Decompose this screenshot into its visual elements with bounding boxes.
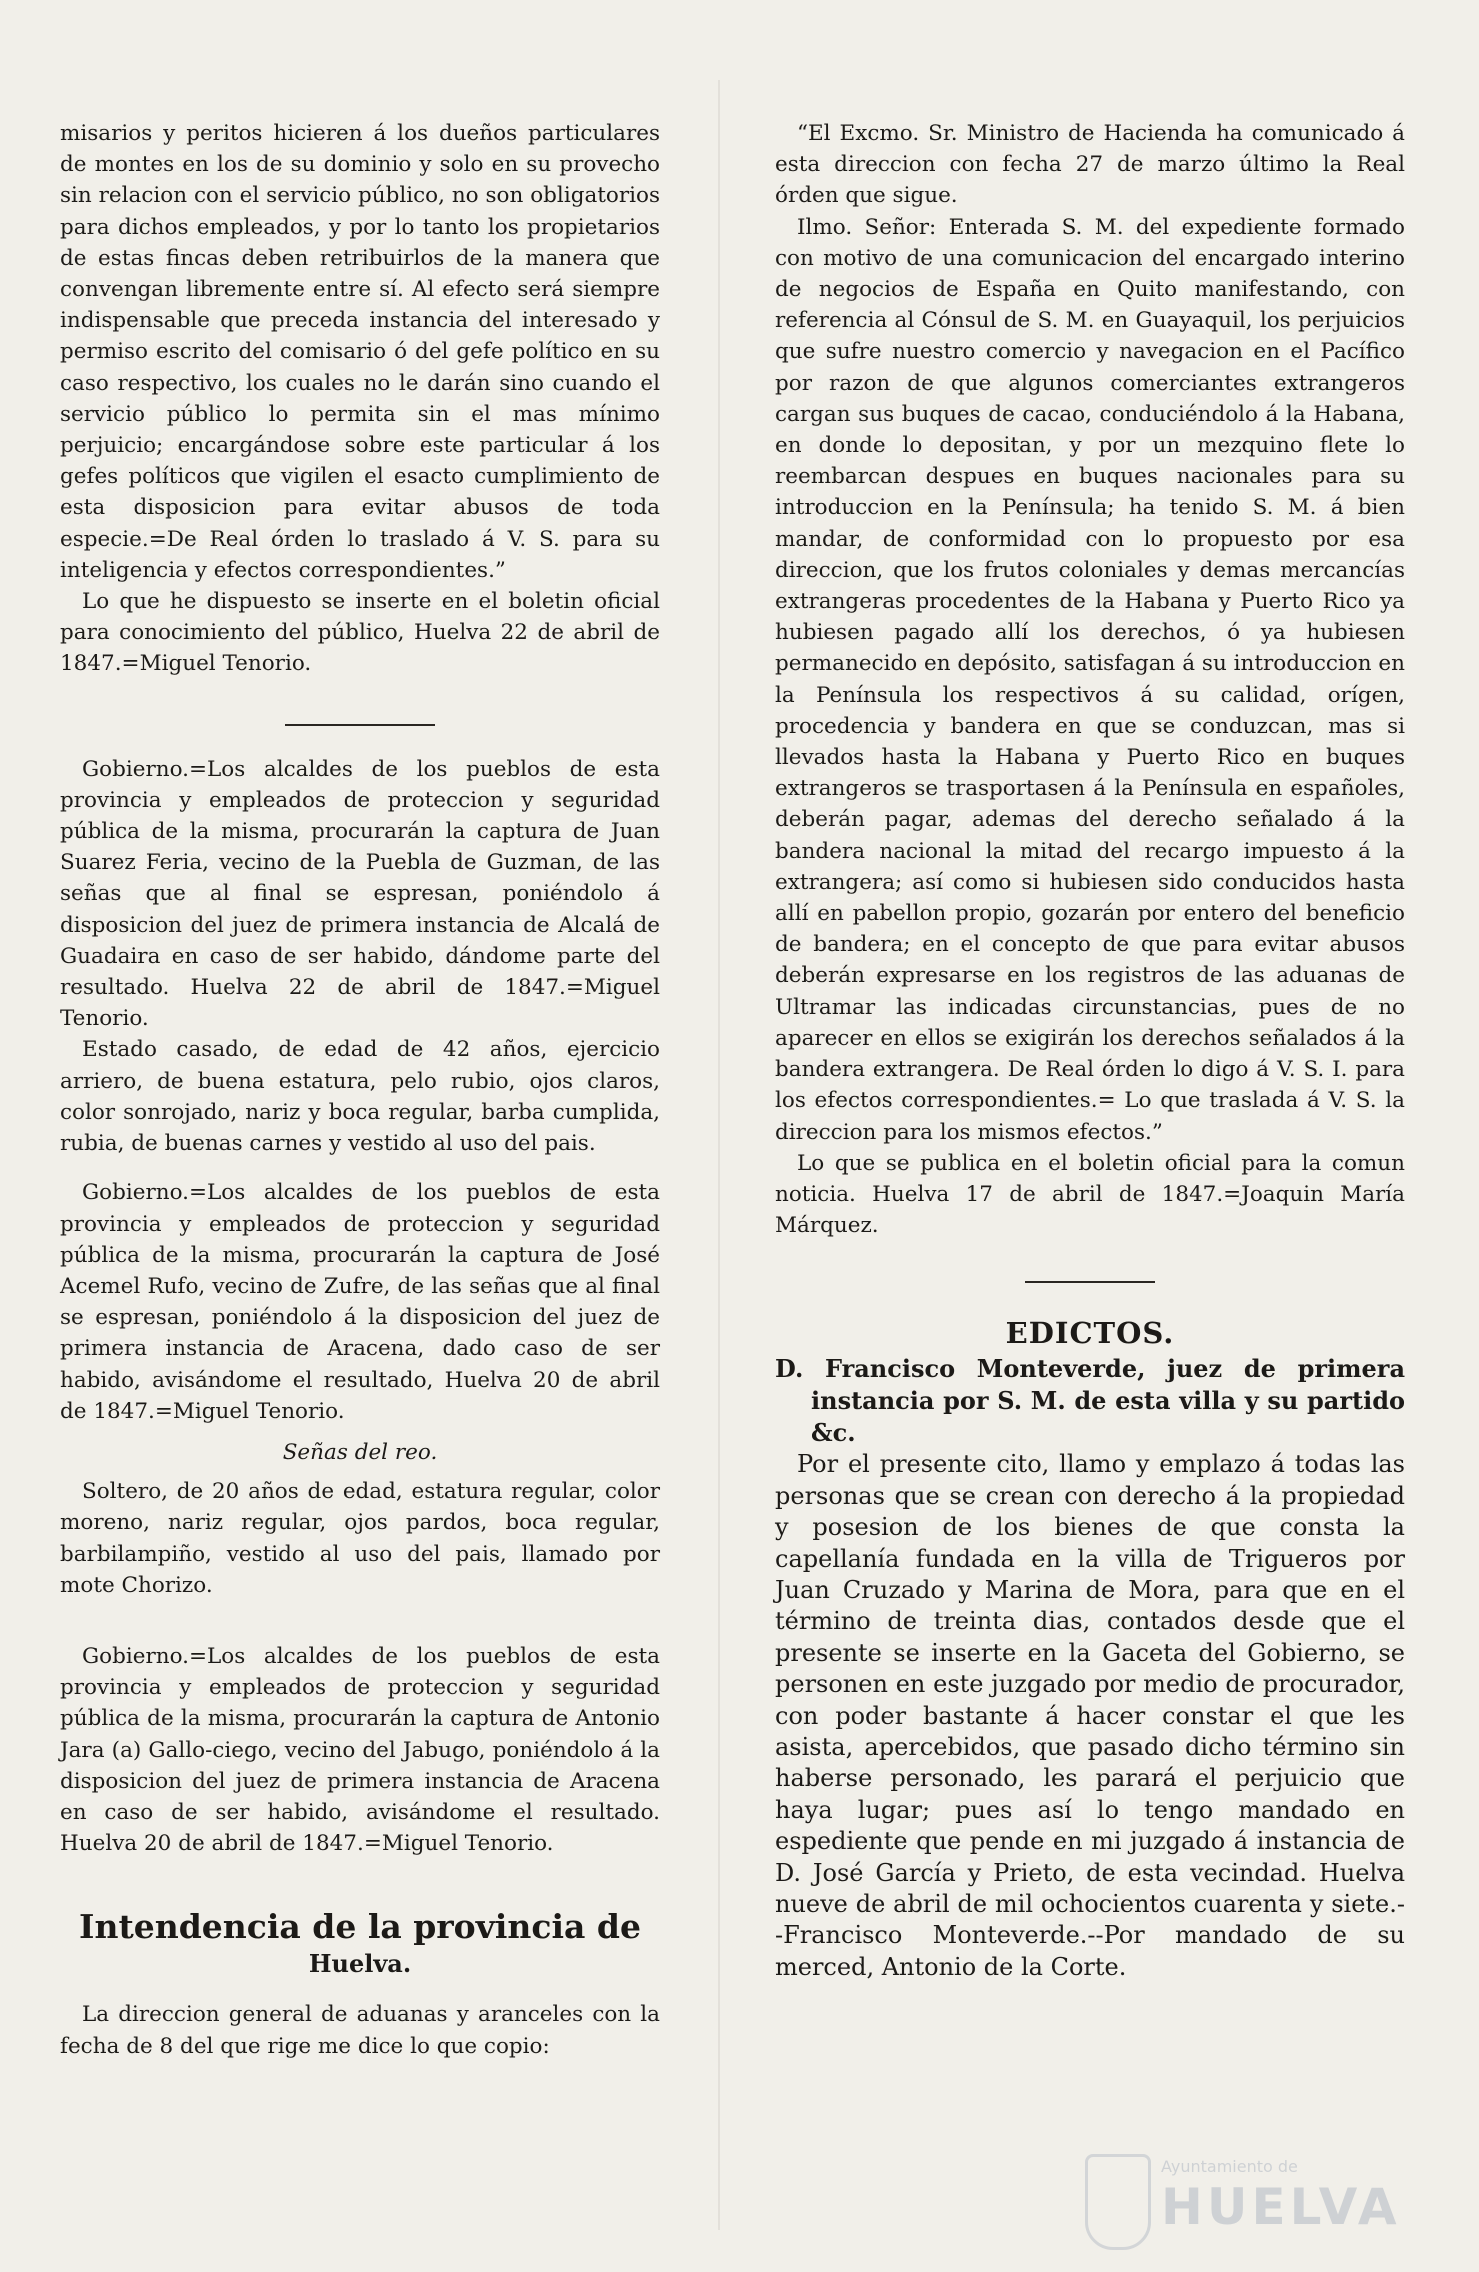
- minister-paragraph: “El Excmo. Sr. Ministro de Hacienda ha comunicado á esta direccion con fecha 27 de marzo último la Real órden que sigue.: [775, 121, 1405, 209]
- spacer: [60, 1981, 660, 1999]
- spacer: [60, 1859, 660, 1899]
- capture-notice-1-description: Estado casado, de edad de 42 años, ejercicio arriero, de buena estatura, pelo rubio, ojos claros, color sonrojado, nariz y boca regular, barba cumplida, rubia, de buenas carnes y vestido al uso del pais.: [60, 1037, 660, 1157]
- intendencia-heading: Intendencia de la provincia de: [79, 1907, 641, 1947]
- archive-watermark: [1085, 2148, 1445, 2260]
- watermark-big-text: HUELVA: [1161, 2178, 1401, 2236]
- coat-of-arms-icon: [1085, 2154, 1151, 2250]
- capture-notice-2: Gobierno.=Los alcaldes de los pueblos de esta provincia y empleados de proteccion y seguridad pública de la misma, procurarán la captura de José Acemel Rufo, vecino de Zufre, de las señas que al final se espresan, poniéndolo á la disposicion del juez de primera instancia de Aracena, dado caso de ser habido, avisándome el resultado, Huelva 20 de abril de 1847.=Miguel Tenorio.: [60, 1180, 660, 1424]
- watermark-text: [1161, 2156, 1441, 2236]
- watermark-small-text: Ayuntamiento de: [1161, 2157, 1298, 2176]
- section-divider: [285, 724, 435, 726]
- page-fold-shadow: [718, 80, 720, 2230]
- capture-notice-3: Gobierno.=Los alcaldes de los pueblos de esta provincia y empleados de proteccion y seguridad pública de la misma, procurarán la captura de Antonio Jara (a) Gallo-ciego, vecino del Jabugo, poniéndolo á la disposicion del juez de primera instancia de Aracena en caso de ser habido, avisándome el resultado. Huelva 20 de abril de 1847.=Miguel Tenorio.: [60, 1643, 660, 1857]
- order-continuation-paragraph: misarios y peritos hicieren á los dueños particulares de montes en los de su dominio y solo en su provecho sin relacion con el servicio público, no son obligatorios para dichos empleados, y por lo tanto los propietarios de estas fincas deben retribuirlos de la manera que convengan libremente entre sí. Al efecto será siempre indispensable que preceda instancia del interesado y permiso escrito del comisario ó del gefe político en su caso respectivo, los cuales no le darán sino cuando el servicio público lo permita sin el mas mínimo perjuicio; encargándose sobre este particular á los gefes políticos que vigilen el esacto cumplimiento de esta disposicion para evitar abusos de toda especie.=De Real órden lo traslado á V. S. para su inteligencia y efectos correspondientes.”: [60, 121, 660, 583]
- publish-notice-paragraph-right: Lo que se publica en el boletin oficial para la comun noticia. Huelva 17 de abril de 1847.=Joaquin María Márquez.: [775, 1150, 1405, 1239]
- right-column: [775, 118, 1405, 1983]
- edict-issuer: D. Francisco Monteverde, juez de primera instancia por S. M. de esta villa y su partido &c.: [775, 1354, 1405, 1448]
- section-divider: [1025, 1281, 1155, 1283]
- edict-body: Por el presente cito, llamo y emplazo á todas las personas que se crean con derecho á la propiedad y posesion de los bienes de que consta la capellanía fundada en la villa de Trigueros por Juan Cruzado y Marina de Mora, para que en el término de treinta dias, contados desde que el presente se inserte en la Gaceta del Gobierno, se personen en este juzgado por medio de procurador, con poder bastante á hacer constar el que les asista, apercebidos, que pasado dicho término sin haberse personado, les parará el perjuicio que haya lugar; pues así lo tengo mandado en espediente que pende en mi juzgado á instancia de D. José García y Prieto, de esta vecindad. Huelva nueve de abril de mil ochocientos cuarenta y siete.--Francisco Monteverde.--Por mandado de su merced, Antonio de la Corte.: [775, 1450, 1405, 1981]
- royal-order-paragraph: Ilmo. Señor: Enterada S. M. del expediente formado con motivo de una comunicacion del encargado interino de negocios de España en Quito manifestando, con referencia al Cónsul de S. M. en Guayaquil, los perjuicios que sufre nuestro comercio y navegacion en el Pacífico por razon de que algunos comerciantes extrangeros cargan sus buques de cacao, conduciéndolo á la Habana, en donde lo depositan, y por un mezquino flete lo reembarcan despues en buques nacionales para su introduccion en la Península; ha tenido S. M. á bien mandar, de conformidad con lo propuesto por esa direccion, que los frutos coloniales y demas mercancías extrangeras procedentes de la Habana y Puerto Rico ya hubiesen pagado allí los derechos, ó ya hubiesen permanecido en depósito, satisfagan á su introduccion en la Península los respectivos á su calidad, orígen, procedencia y bandera en que se conduzcan, mas si llevados hasta la Habana y Puerto Rico en buques extrangeros se trasportasen á la Península en españoles, deberán pagar, ademas del derecho señalado á la bandera nacional la mitad del recargo impuesto á la extrangera; así como si hubiesen sido conducidos hasta allí en pabellon propio, gozarán por entero del beneficio de bandera; en el concepto de que para evitar abusos deberán expresarse en los registros de las aduanas de Ultramar las indicadas circunstancias, pues de no aparecer en ellos se exigirán los derechos señalados á la bandera extrangera. De Real órden lo digo á V. S. I. para los efectos correspondientes.= Lo que traslada á V. S. la direccion para los mismos efectos.”: [775, 214, 1405, 1145]
- intendencia-subheading: Huelva.: [308, 1949, 412, 1979]
- left-column: [60, 118, 660, 2062]
- spacer: [60, 1601, 660, 1641]
- intendencia-intro: La direccion general de aduanas y aranceles con la fecha de 8 del que rige me dice lo que copio:: [60, 2002, 660, 2059]
- spacer: [60, 1159, 660, 1177]
- capture-notice-2-description: Soltero, de 20 años de edad, estatura regular, color moreno, nariz regular, ojos pardos, boca regular, barbilampiño, vestido al uso del pais, llamado por mote Chorizo.: [60, 1479, 660, 1598]
- publish-notice-paragraph: Lo que he dispuesto se inserte en el boletin oficial para conocimiento del público, Huelva 22 de abril de 1847.=Miguel Tenorio.: [60, 589, 660, 677]
- capture-notice-1: Gobierno.=Los alcaldes de los pueblos de esta provincia y empleados de proteccion y seguridad pública de la misma, procurarán la captura de Juan Suarez Feria, vecino de la Puebla de Guzman, de las señas que al final se espresan, poniéndolo á disposicion del juez de primera instancia de Alcalá de Guadaira en caso de ser habido, dándome parte del resultado. Huelva 22 de abril de 1847.=Miguel Tenorio.: [60, 756, 660, 1032]
- capture-notice-2-signs-title: Señas del reo.: [282, 1439, 438, 1465]
- edictos-heading: EDICTOS.: [1005, 1316, 1175, 1351]
